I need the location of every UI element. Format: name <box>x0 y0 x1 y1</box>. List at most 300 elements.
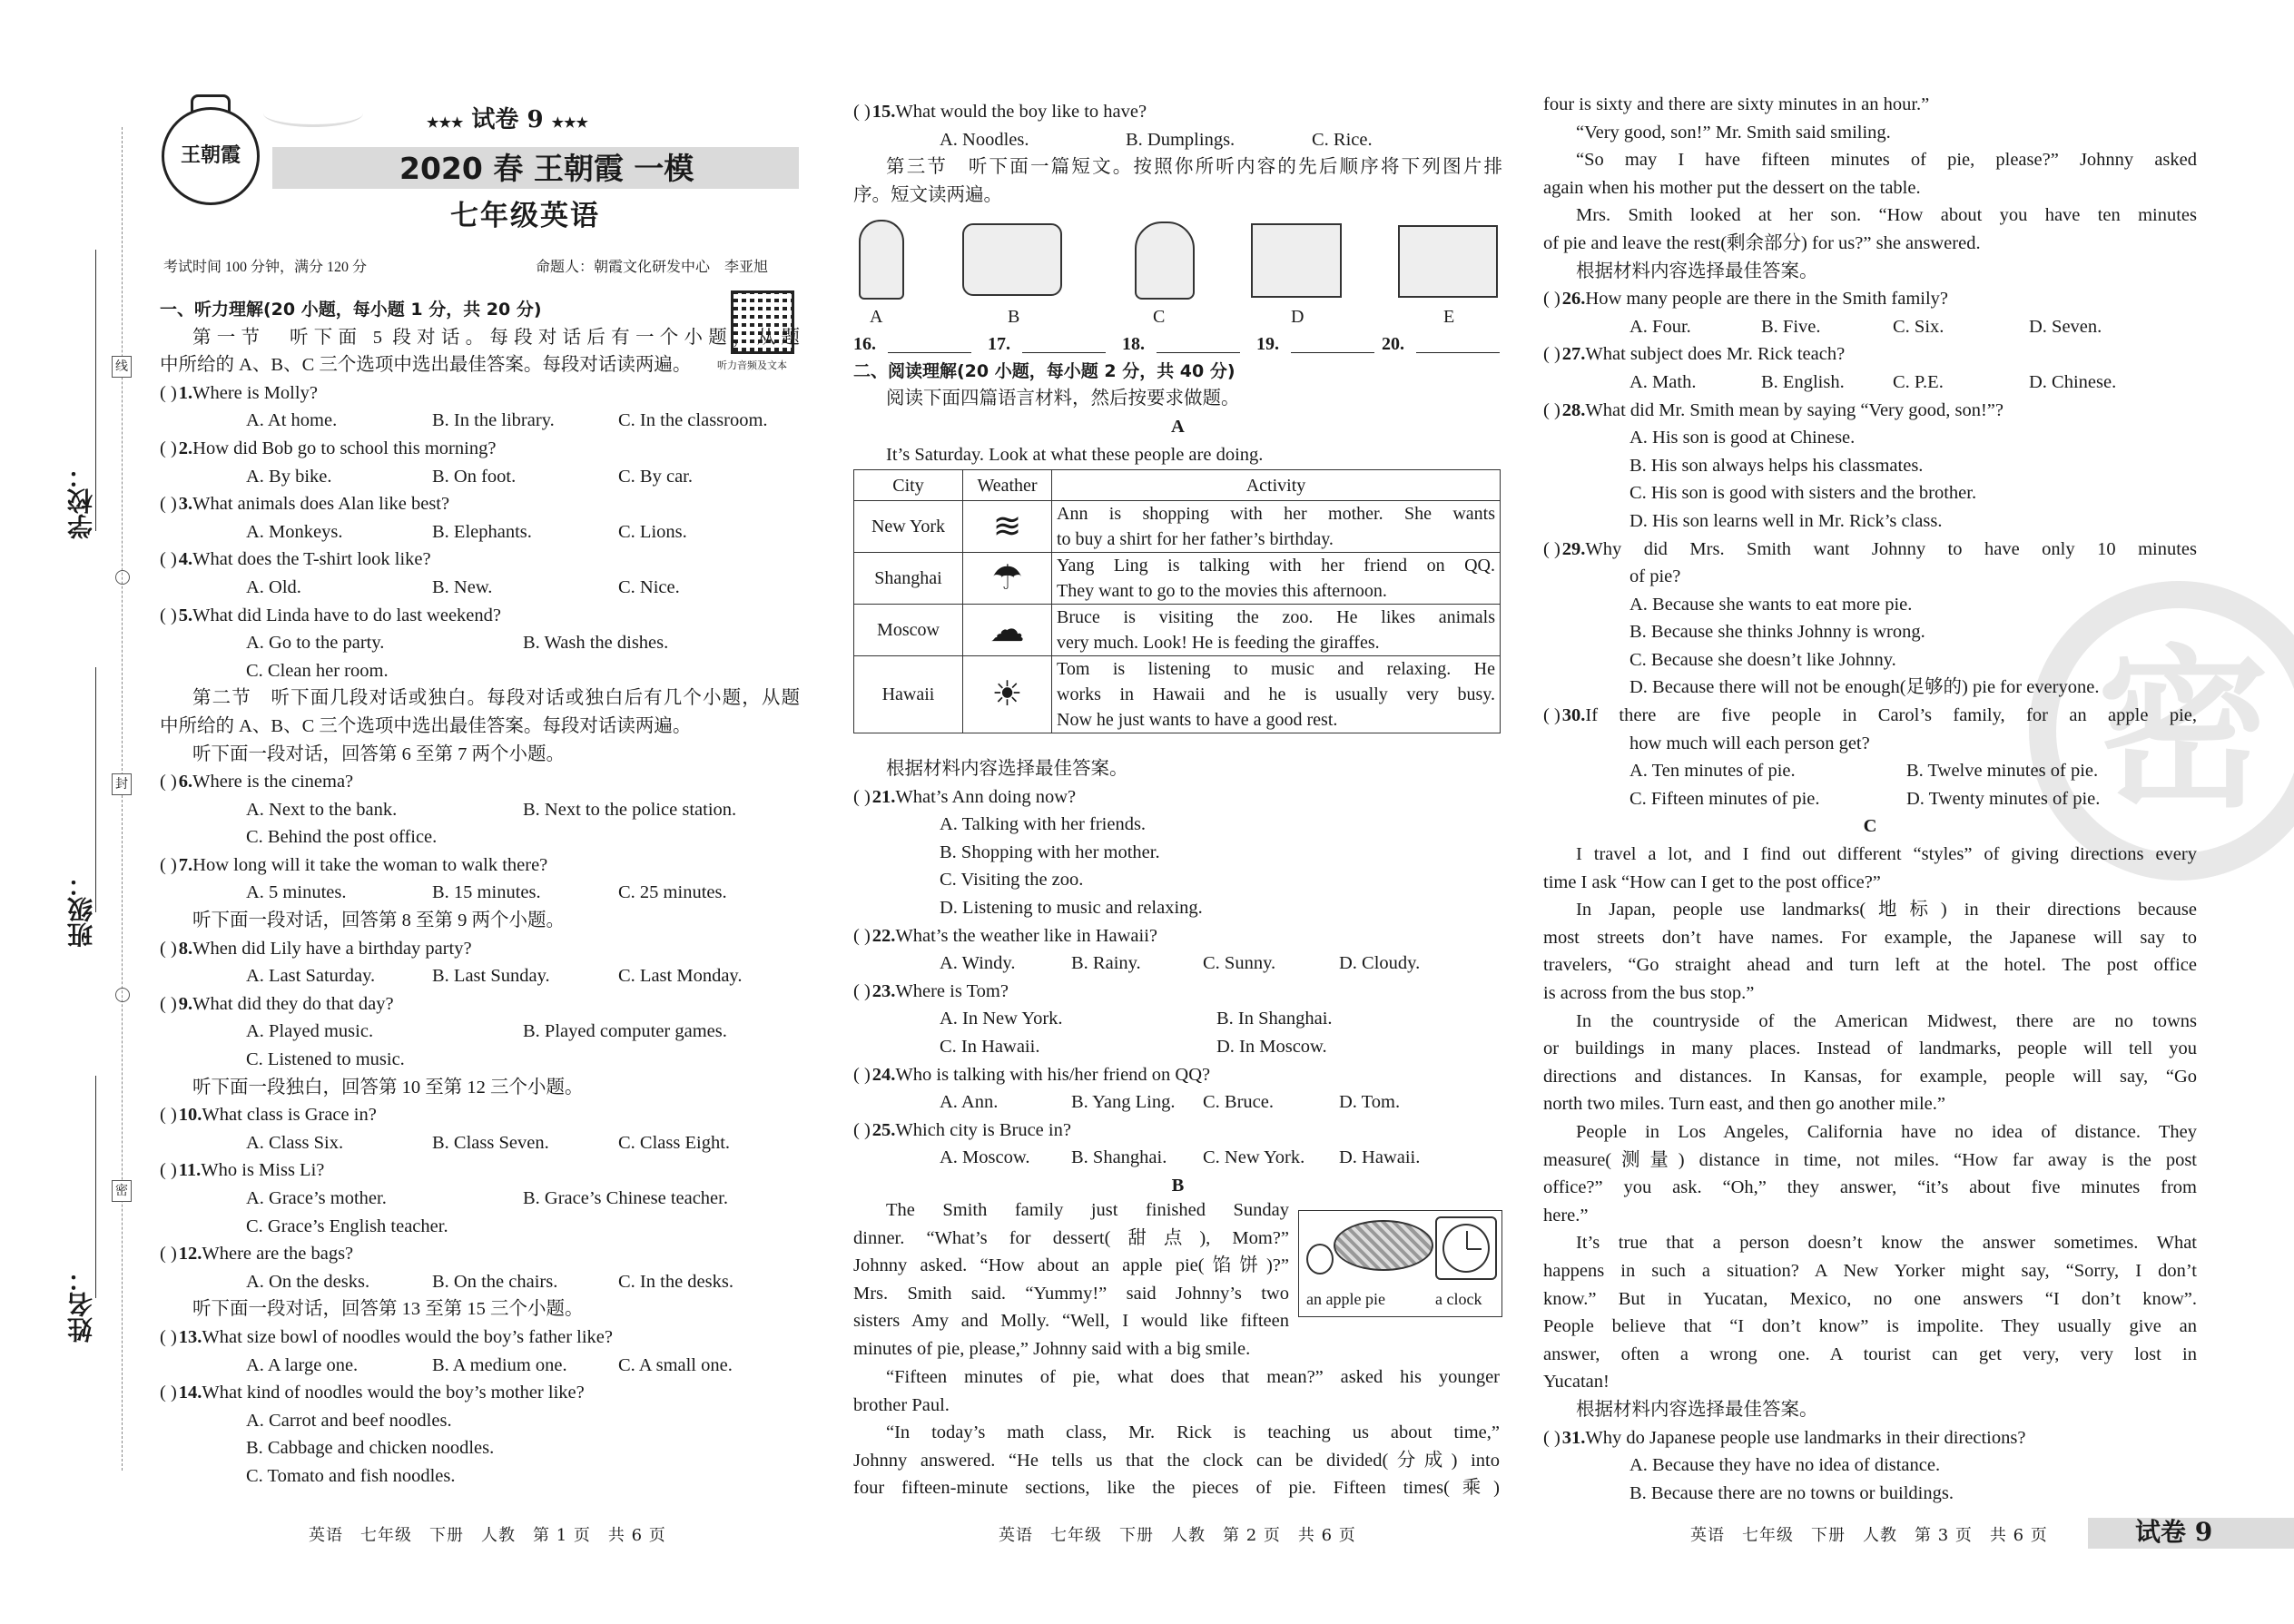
option-item: C. Six. <box>1893 316 1944 337</box>
question-row <box>160 1101 800 1129</box>
answer-bracket[interactable]: ( ) <box>160 1383 177 1403</box>
subtitle: 七年级英语 <box>450 200 600 232</box>
paragraph-line: “Very good, son!” Mr. Smith said smiling. <box>1576 122 1891 143</box>
option-item: A. Grace’s mother. <box>246 1188 387 1208</box>
city-cell: Moscow <box>854 605 963 656</box>
option-row <box>160 1185 800 1213</box>
question-row <box>160 935 800 963</box>
option-item: B. Rainy. <box>1071 953 1141 974</box>
column-2-lower <box>853 755 1502 1200</box>
answer-bracket[interactable]: ( ) <box>1543 399 1561 420</box>
footer-page-3: 英语 七年级 下册 人教 第 3 页 共 6 页 <box>1690 1526 2048 1545</box>
answer-bracket[interactable]: ( ) <box>853 1119 871 1140</box>
answer-bracket[interactable]: ( ) <box>160 382 177 403</box>
question-row <box>160 1240 800 1268</box>
option-item: D. Twenty minutes of pie. <box>1906 788 2101 809</box>
answer-bracket[interactable]: ( ) <box>160 1160 177 1181</box>
option-item: A. Noodles. <box>940 129 1029 150</box>
question-row <box>1543 340 2197 369</box>
activity-line: works in Hawaii and he is usually very busy. <box>1057 684 1495 704</box>
question-row <box>160 379 800 408</box>
answer-bracket[interactable]: ( ) <box>1543 289 1561 310</box>
city-cell: New York <box>854 501 963 553</box>
answer-bracket[interactable]: ( ) <box>160 993 177 1014</box>
question-row <box>160 1156 800 1185</box>
cloudy-weather-icon: ☁ <box>963 605 1052 656</box>
answer-bracket[interactable]: ( ) <box>853 1064 871 1085</box>
option-item: C. Lions. <box>618 521 687 542</box>
binding-tag-secret: 密 <box>112 1180 132 1202</box>
question-text: Where are the bags? <box>202 1244 354 1265</box>
option-item: C. In Hawaii. <box>940 1036 1040 1057</box>
option-item: A. Ann. <box>940 1092 999 1113</box>
question-text: What did Linda have to do last weekend? <box>192 605 501 625</box>
question-text: What animals does Alan like best? <box>192 494 450 515</box>
passage-line: four fifteen-minute sections, like the pieces of pie. Fifteen times(乘) <box>853 1478 1500 1499</box>
clock-icon <box>1435 1216 1497 1280</box>
rainy-weather-icon: ☂ <box>963 553 1052 605</box>
passage-line: Mrs. Smith said. “Yummy!” said Johnny’s two <box>853 1283 1289 1304</box>
paragraph-line: I travel a lot, and I find out different “styles” of giving directions every <box>1576 844 2197 865</box>
question-text: Where is Tom? <box>895 980 1009 1001</box>
question-text: Why do Japanese people use landmarks in their directions? <box>1585 1427 2026 1448</box>
option-item: D. Seven. <box>2029 316 2102 337</box>
question-text: Where is Molly? <box>192 382 318 403</box>
picture-letter: B <box>1008 307 1020 327</box>
option-row <box>160 1352 800 1380</box>
paragraph-line: In Japan, people use landmarks(地标) in their directions because <box>1576 900 2197 920</box>
option-item: C. 25 minutes. <box>618 882 727 903</box>
question-text: What does the T-shirt look like? <box>192 549 431 570</box>
question-row <box>1543 1424 2197 1452</box>
answer-blank[interactable] <box>1022 352 1106 353</box>
option-row <box>160 1129 800 1157</box>
answer-bracket[interactable]: ( ) <box>160 1326 177 1347</box>
option-item: D. In Moscow. <box>1216 1036 1327 1057</box>
answer-bracket[interactable]: ( ) <box>1543 705 1561 726</box>
question-number: 25. <box>871 1119 896 1140</box>
windy-weather-icon: ≋ <box>963 501 1052 553</box>
paragraph-line: again when his mother put the dessert on the table. <box>1543 177 1921 198</box>
option-line: how much will each person get? <box>1629 733 1870 753</box>
reading-intro: 阅读下面四篇语言材料，然后按要求做题。 <box>886 389 1240 408</box>
option-item: A. A large one. <box>246 1354 359 1375</box>
option-item: B. New. <box>432 576 493 597</box>
pie-icon <box>1334 1220 1433 1271</box>
option-item: A. 5 minutes. <box>246 882 347 903</box>
option-item: B. In Shanghai. <box>1216 1009 1333 1029</box>
question-row <box>1543 285 2197 313</box>
option-row <box>160 629 800 657</box>
question-number: 31. <box>1561 1427 1586 1448</box>
question-row <box>1543 536 2197 564</box>
question-row <box>853 98 1502 126</box>
paragraph-line: answer, often a wrong one. A tourist can get very, very lost in <box>1543 1343 2197 1364</box>
question-text: What did they do that day? <box>192 993 394 1014</box>
passage-a-intro: It’s Saturday. Look at what these people are doing. <box>886 445 1264 465</box>
paragraph-line: time I ask “How can I get to the post office?” <box>1543 871 1881 892</box>
passage-line: minutes of pie, please,” Johnny said with a big smile. <box>853 1338 1251 1359</box>
question-number: 21. <box>871 786 896 807</box>
option-line: of pie? <box>1629 566 1681 587</box>
header-logo: 王朝霞 <box>162 107 260 205</box>
picture-d-room-icon <box>1251 223 1342 298</box>
paragraph-line: know.” But in Yucatan, Mexico, no one answers “I don’t know”. <box>1543 1288 2197 1309</box>
paragraph-line: 听下面一段独白，回答第 10 至第 12 三个小题。 <box>192 1077 584 1097</box>
table-header: Activity <box>1052 470 1501 501</box>
option-line: D. His son learns well in Mr. Rick’s class. <box>1629 510 1943 531</box>
option-row <box>160 1018 800 1046</box>
option-line: D. Listening to music and relaxing. <box>940 897 1203 918</box>
answer-bracket[interactable]: ( ) <box>160 938 177 959</box>
option-item: A. Go to the party. <box>246 633 385 654</box>
option-item: B. Elephants. <box>432 521 532 542</box>
option-item: B. Dumplings. <box>1126 129 1236 150</box>
footer-page-2: 英语 七年级 下册 人教 第 2 页 共 6 页 <box>999 1526 1356 1545</box>
activity-cell <box>1052 605 1501 656</box>
question-number: 22. <box>871 925 896 946</box>
option-line: A. Because they have no idea of distance. <box>1629 1455 1941 1476</box>
school-label: 学校： <box>66 463 96 539</box>
paragraph-line: People believe that “I don’t know” is impolite. They usually give an <box>1543 1316 2197 1337</box>
option-row <box>853 1005 1502 1033</box>
question-number: 10. <box>178 1105 202 1126</box>
paragraph-line: 第三节 听下面一篇短文。按照你所听内容的先后顺序将下列图片排 <box>886 157 1502 178</box>
option-item: D. Tom. <box>1339 1092 1401 1113</box>
option-item: C. Sunny. <box>1203 953 1276 974</box>
picture-letter: C <box>1153 307 1166 327</box>
option-row <box>1543 369 2197 397</box>
option-item: C. In the desks. <box>618 1271 733 1292</box>
question-number: 2. <box>178 438 193 458</box>
question-number: 11. <box>178 1160 202 1181</box>
passage-line: The Smith family just finished Sunday <box>886 1200 1289 1220</box>
activity-line: to buy a shirt for her father’s birthday. <box>1057 529 1334 549</box>
option-item: C. By car. <box>618 466 693 487</box>
passage-line: “Fifteen minutes of pie, what does that mean?” asked his younger <box>886 1367 1500 1387</box>
question-row <box>160 435 800 463</box>
paragraph-line: 第二节 听下面几段对话或独白。每段对话或独白后有几个小题，从题 <box>192 688 800 709</box>
option-item: B. Last Sunday. <box>432 966 550 987</box>
passage-label: C <box>1863 816 1877 837</box>
paragraph-line: 根据材料内容选择最佳答案。 <box>1576 1399 1818 1420</box>
weather-table <box>853 469 1501 733</box>
paragraph-line: travelers, “Go straight ahead and turn left at the hotel. The post office <box>1543 955 2197 976</box>
picture-e-boy-tv-icon <box>1398 225 1498 298</box>
pie-clock-figure <box>1298 1210 1502 1317</box>
question-number: 15. <box>871 102 896 122</box>
answer-blank[interactable] <box>888 352 971 353</box>
passage-b-wrap <box>853 1196 1289 1363</box>
boy-face-icon <box>1306 1244 1334 1275</box>
paragraph-line: north two miles. Turn east, and then go another mile.” <box>1543 1094 1945 1115</box>
option-line: C. Visiting the zoo. <box>940 870 1084 891</box>
question-row <box>160 1324 800 1352</box>
question-text: What size bowl of noodles would the boy’s father like? <box>202 1326 613 1347</box>
option-item: B. On foot. <box>432 466 517 487</box>
answer-bracket[interactable]: ( ) <box>160 438 177 458</box>
option-line: C. Behind the post office. <box>246 827 438 848</box>
paragraph-line: 听下面一段对话，回答第 6 至第 7 两个小题。 <box>192 743 565 764</box>
activity-cell <box>1052 553 1501 605</box>
picture-c-boy-reading-icon <box>1135 221 1195 300</box>
question-number: 3. <box>178 494 193 515</box>
activity-line: They want to go to the movies this afternoon. <box>1057 581 1387 601</box>
option-item: D. Chinese. <box>2029 371 2117 392</box>
question-text: What did Mr. Smith mean by saying “Very good, son!”? <box>1585 399 2004 420</box>
answer-bracket[interactable]: ( ) <box>853 102 871 122</box>
option-item: B. In the library. <box>432 410 555 431</box>
paragraph-line: is across from the bus stop.” <box>1543 983 1755 1003</box>
option-item: A. Math. <box>1629 371 1697 392</box>
paragraph-line: 第一节 听下面 5 段对话。每段对话后有一个小题，从题 <box>192 327 800 348</box>
option-row <box>160 796 800 824</box>
option-item: A. On the desks. <box>246 1271 370 1292</box>
option-item: C. New York. <box>1203 1147 1305 1168</box>
exam-label: ★★★ 试卷 9 ★★★ <box>427 106 588 133</box>
question-text: What kind of noodles would the boy’s mother like? <box>202 1383 585 1403</box>
option-row <box>160 463 800 491</box>
option-row <box>160 962 800 990</box>
option-line: A. Talking with her friends. <box>940 814 1147 835</box>
question-text: Who is talking with his/her friend on QQ? <box>895 1064 1211 1085</box>
question-number: 14. <box>178 1383 202 1403</box>
option-item: D. Hawaii. <box>1339 1147 1421 1168</box>
pie-caption: an apple pie <box>1306 1290 1385 1308</box>
reading-heading: 二、阅读理解(20 小题，每小题 2 分，共 40 分) <box>853 361 1236 381</box>
table-row <box>854 605 1501 656</box>
binding-hole <box>115 570 130 585</box>
option-row <box>853 950 1502 978</box>
question-text: Why did Mrs. Smith want Johnny to have only 10 minutes <box>1585 538 2197 559</box>
paragraph-line: 中所给的 A、B、C 三个选项中选出最佳答案。每段对话读两遍。 <box>160 715 692 736</box>
option-item: B. Next to the police station. <box>523 799 737 820</box>
option-row <box>160 518 800 546</box>
answer-bracket[interactable]: ( ) <box>160 1244 177 1265</box>
question-row <box>160 602 800 630</box>
picture-row <box>853 216 1502 307</box>
option-item: A. Next to the bank. <box>246 799 398 820</box>
option-item: A. Four. <box>1629 316 1691 337</box>
question-number: 6. <box>178 772 193 792</box>
watermark-char: 密 <box>2096 630 2269 831</box>
activity-cell <box>1052 656 1501 733</box>
option-line: C. Clean her room. <box>246 660 389 681</box>
table-header: Weather <box>963 470 1052 501</box>
passage-line: “In today’s math class, Mr. Rick is teaching us about time,” <box>886 1422 1500 1443</box>
picture-letter: D <box>1291 307 1305 327</box>
section-heading: 一、听力理解(20 小题，每小题 1 分，共 20 分) <box>160 300 542 320</box>
answer-bracket[interactable]: ( ) <box>160 854 177 875</box>
column-1 <box>160 296 800 1491</box>
option-item: B. Twelve minutes of pie. <box>1906 761 2099 782</box>
option-item: C. P.E. <box>1893 371 1944 392</box>
question-number: 9. <box>178 993 193 1014</box>
paragraph-line: 中所给的 A、B、C 三个选项中选出最佳答案。每段对话读两遍。 <box>160 355 692 376</box>
option-item: A. Class Six. <box>246 1132 344 1153</box>
option-item: C. Rice. <box>1312 129 1373 150</box>
option-item: A. Monkeys. <box>246 521 343 542</box>
option-item: C. In the classroom. <box>618 410 768 431</box>
paragraph-line: most streets don’t have names. For example, the Japanese will say to <box>1543 927 2197 948</box>
activity-line: Tom is listening to music and relaxing. He <box>1057 659 1495 679</box>
option-line: B. Cabbage and chicken noodles. <box>246 1438 495 1459</box>
paragraph-line: 根据材料内容选择最佳答案。 <box>886 759 1128 779</box>
paragraph-line: 序。短文读两遍。 <box>853 184 1002 205</box>
activity-line: Yang Ling is talking with her friend on QQ. <box>1057 556 1495 576</box>
question-text: What would the boy like to have? <box>895 102 1147 122</box>
table-row <box>854 501 1501 553</box>
answer-bracket[interactable]: ( ) <box>160 1105 177 1126</box>
option-line: C. Tomato and fish noodles. <box>246 1465 456 1486</box>
answer-bracket[interactable]: ( ) <box>853 786 871 807</box>
option-item: C. Class Eight. <box>618 1132 731 1153</box>
question-row <box>853 1117 1502 1145</box>
question-row <box>160 851 800 880</box>
option-item: C. A small one. <box>618 1354 733 1375</box>
logo-crown-icon <box>191 94 231 113</box>
clock-caption: a clock <box>1435 1290 1482 1308</box>
question-text: How long will it take the woman to walk there? <box>192 854 548 875</box>
activity-line: Now he just wants to have a good rest. <box>1057 710 1338 730</box>
option-row <box>160 574 800 602</box>
question-text: When did Lily have a birthday party? <box>192 938 472 959</box>
question-row <box>160 490 800 518</box>
paragraph-line: or buildings in many places. Instead of landmarks, people will tell you <box>1543 1038 2197 1059</box>
option-line: C. Because she doesn’t like Johnny. <box>1629 649 1896 670</box>
answer-bracket[interactable]: ( ) <box>160 605 177 625</box>
question-number: 27. <box>1561 344 1586 365</box>
question-row <box>160 546 800 574</box>
option-item: D. Cloudy. <box>1339 953 1421 974</box>
answer-bracket[interactable]: ( ) <box>853 925 871 946</box>
question-row <box>853 783 1502 812</box>
option-row <box>853 1144 1502 1172</box>
author-info: 命题人：朝霞文化研发中心 李亚旭 <box>536 260 769 275</box>
question-text: What subject does Mr. Rick teach? <box>1585 344 1846 365</box>
answer-bracket[interactable]: ( ) <box>160 494 177 515</box>
answer-blank[interactable] <box>1291 352 1374 353</box>
option-row <box>1543 785 2197 813</box>
paragraph-line: Yucatan! <box>1543 1372 1610 1393</box>
option-row <box>160 879 800 907</box>
answer-bracket[interactable]: ( ) <box>1543 1427 1561 1448</box>
option-row <box>160 407 800 435</box>
passage-line: Johnny answered. “He tells us that the clock can be divided(分成) into <box>853 1450 1500 1471</box>
question-text: What’s the weather like in Hawaii? <box>895 925 1157 946</box>
answer-blank[interactable] <box>1416 352 1500 353</box>
answer-blank[interactable] <box>1157 352 1240 353</box>
paragraph-line: 根据材料内容选择最佳答案。 <box>1576 261 1818 281</box>
paragraph-line: In the countryside of the American Midwest, there are no towns <box>1576 1010 2197 1031</box>
question-number: 5. <box>178 605 193 625</box>
option-item: B. Class Seven. <box>432 1132 549 1153</box>
question-number: 12. <box>178 1244 202 1265</box>
question-text: If there are five people in Carol’s family, for an apple pie, <box>1585 705 2197 726</box>
question-text: How did Bob go to school this morning? <box>192 438 497 458</box>
passage-line: Johnny asked. “How about an apple pie(馅饼)?” <box>853 1255 1289 1276</box>
paragraph-line: four is sixty and there are sixty minutes in an hour.” <box>1543 94 1930 114</box>
option-item: A. Old. <box>246 576 301 597</box>
option-item: A. Windy. <box>940 953 1016 974</box>
answer-bracket[interactable]: ( ) <box>1543 344 1561 365</box>
column-3 <box>1543 91 2197 1507</box>
option-item: B. Grace’s Chinese teacher. <box>523 1188 728 1208</box>
paragraph-line: “So may I have fifteen minutes of pie, please?” Johnny asked <box>1576 150 2197 171</box>
order-blanks: 16. 17. 18. 19. 20. <box>853 330 1502 358</box>
option-line: B. His son always helps his classmates. <box>1629 455 1924 476</box>
option-item: B. Played computer games. <box>523 1021 727 1042</box>
option-item: B. Yang Ling. <box>1071 1092 1176 1113</box>
question-number: 28. <box>1561 399 1586 420</box>
answer-bracket[interactable]: ( ) <box>160 549 177 570</box>
option-line: A. Because she wants to eat more pie. <box>1629 594 1913 615</box>
answer-bracket[interactable]: ( ) <box>853 980 871 1001</box>
question-row <box>1543 702 2197 730</box>
passage-label: B <box>1171 1175 1185 1196</box>
option-row <box>853 1088 1502 1117</box>
option-item: C. Bruce. <box>1203 1092 1274 1113</box>
picture-letter: A <box>870 307 883 327</box>
question-row <box>853 978 1502 1006</box>
binding-tag-line: 线 <box>112 356 132 378</box>
passage-line: dinner. “What’s for dessert(甜点), Mom?” <box>853 1227 1289 1248</box>
option-line: A. His son is good at Chinese. <box>1629 428 1856 448</box>
option-line: B. Because there are no towns or buildings. <box>1629 1482 1954 1503</box>
paragraph-line: 听下面一段对话，回答第 13 至第 15 三个小题。 <box>192 1299 584 1320</box>
activity-cell <box>1052 501 1501 553</box>
table-header-row <box>854 470 1501 501</box>
option-line: C. His son is good with sisters and the brother. <box>1629 483 1977 504</box>
option-row <box>853 126 1502 154</box>
footer-page-1: 英语 七年级 下册 人教 第 1 页 共 6 页 <box>309 1526 666 1545</box>
class-label: 班级： <box>66 871 96 948</box>
paragraph-line: here.” <box>1543 1205 1589 1225</box>
passage-b-rest <box>853 1363 1500 1502</box>
option-item: B. Five. <box>1761 316 1821 337</box>
option-item: A. At home. <box>246 410 338 431</box>
question-text: What’s Ann doing now? <box>895 786 1077 807</box>
passage-a-label: A <box>1171 417 1185 437</box>
paragraph-line: happens in such a situation? A New Yorker might say, “Sorry, I don’t <box>1543 1260 2197 1281</box>
question-row <box>160 1379 800 1407</box>
paragraph-line: People in Los Angeles, California have no idea of distance. They <box>1576 1121 2197 1142</box>
option-line: B. Because she thinks Johnny is wrong. <box>1629 622 1925 643</box>
option-item: C. Nice. <box>618 576 680 597</box>
question-text: Who is Miss Li? <box>201 1160 325 1181</box>
answer-bracket[interactable]: ( ) <box>160 772 177 792</box>
column-2 <box>853 98 1502 209</box>
city-cell: Hawaii <box>854 656 963 733</box>
option-line: B. Shopping with her mother. <box>940 842 1160 862</box>
answer-bracket[interactable]: ( ) <box>1543 538 1561 559</box>
picture-letters <box>853 303 1502 330</box>
option-line: D. Because there will not be enough(足够的) pie for everyone. <box>1629 677 2100 698</box>
question-row <box>853 1061 1502 1089</box>
question-number: 29. <box>1561 538 1586 559</box>
question-number: 24. <box>871 1064 896 1085</box>
question-row <box>1543 397 2197 425</box>
paragraph-line: It’s true that a person doesn’t know the answer sometimes. What <box>1576 1233 2197 1254</box>
option-line: C. Listened to music. <box>246 1049 405 1070</box>
passage-line: sisters Amy and Molly. “Well, I would like fifteen <box>853 1311 1289 1332</box>
option-item: B. On the chairs. <box>432 1271 558 1292</box>
paragraph-line: directions and distances. In Kansas, for example, people will say, “Go <box>1543 1066 2197 1087</box>
option-item: B. Shanghai. <box>1071 1147 1167 1168</box>
option-item: B. 15 minutes. <box>432 882 541 903</box>
option-row <box>160 1268 800 1296</box>
paragraph-line: measure(测量) distance in time, not miles. “How far away is the post <box>1543 1149 2197 1170</box>
